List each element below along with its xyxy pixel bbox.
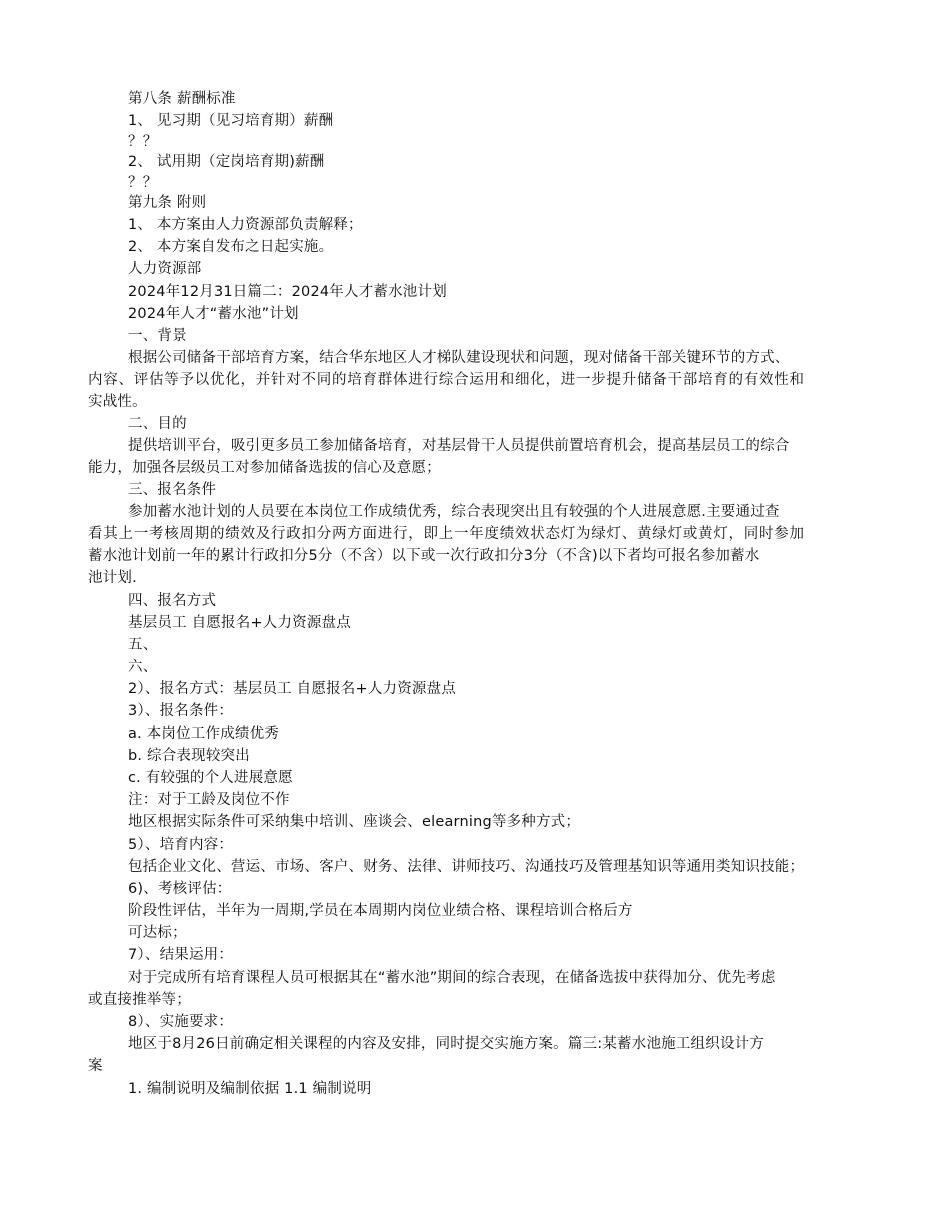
paragraph-line: 对于完成所有培育课程人员可根据其在“蓄水池”期间的综合表现，在储备选拔中获得加分、优先考虑: [128, 970, 776, 986]
section-conditions-heading: 三、报名条件: [128, 482, 217, 498]
appendix-item-1: 1、 本方案由人力资源部负责解释；: [128, 217, 363, 233]
list-item: c. 有较强的个人进展意愿: [128, 770, 293, 786]
plan-title: 2024年人才“蓄水池”计划: [128, 306, 299, 322]
article-8-heading: 第八条 薪酬标准: [128, 91, 236, 107]
list-item: 3）、报名条件：: [128, 703, 234, 719]
paragraph-line: 提供培训平台，吸引更多员工参加储备培育，对基层骨干人员提供前置培育机会，提高基层员工的综合: [128, 438, 790, 454]
paragraph-line: 或直接推举等；: [88, 992, 191, 1008]
probation-salary-item: 2、 试用期（定岗培育期)薪酬: [128, 154, 325, 170]
placeholder-marks: ？？: [128, 134, 158, 150]
list-item: 8）、实施要求：: [128, 1014, 234, 1030]
list-item: 2）、报名方式：基层员工 自愿报名+人力资源盘点: [128, 681, 457, 697]
list-item: a. 本岗位工作成绩优秀: [128, 726, 280, 742]
paragraph-line: 参加蓄水池计划的人员要在本岗位工作成绩优秀，综合表现突出且有较强的个人进展意愿.主要通过查: [128, 504, 780, 520]
section-six-heading: 六、: [128, 659, 158, 675]
paragraph-line: 地区根据实际条件可采纳集中培训、座谈会、elearning等多种方式；: [128, 814, 581, 830]
paragraph-line: 可达标；: [128, 925, 187, 941]
paragraph-line: 蓄水池计划前一年的累计行政扣分5分（不含）以下或一次行政扣分3分（不含)以下者均可报名参加蓄水: [88, 548, 760, 564]
list-item: 6)、考核评估：: [128, 881, 232, 897]
trainee-salary-item: 1、 见习期（见习培育期）薪酬: [128, 113, 334, 129]
paragraph-line: 阶段性评估，半年为一周期,学员在本周期内岗位业绩合格、课程培训合格后方: [128, 903, 633, 919]
paragraph-line: 看其上一考核周期的绩效及行政扣分两方面进行，即上一年度绩效状态灯为绿灯、黄绿灯或黄灯，同时参加: [88, 526, 805, 542]
date-and-part-two-title: 2024年12月31日篇二：2024年人才蓄水池计划: [128, 284, 447, 300]
note-line: 注：对于工龄及岗位不作: [128, 792, 290, 808]
list-item: b. 综合表现较突出: [128, 748, 250, 764]
article-9-heading: 第九条 附则: [128, 195, 207, 211]
placeholder-marks: ？？: [128, 175, 158, 191]
paragraph-line: 能力，加强各层级员工对参加储备选拔的信心及意愿；: [88, 460, 441, 476]
list-item: 5）、培育内容：: [128, 837, 234, 853]
paragraph-line: 实战性。: [88, 394, 147, 410]
paragraph-line: 案: [88, 1058, 103, 1074]
paragraph-line: 基层员工 自愿报名+人力资源盘点: [128, 615, 351, 631]
paragraph-line: 包括企业文化、营运、市场、客户、财务、法律、讲师技巧、沟通技巧及管理基知识等通用类知识技能；: [128, 859, 805, 875]
paragraph-line: 根据公司储备干部培育方案，结合华东地区人才梯队建设现状和问题，现对储备干部关键环节的方式、: [128, 350, 790, 366]
section-purpose-heading: 二、目的: [128, 416, 187, 432]
section-five-heading: 五、: [128, 637, 158, 653]
section-method-heading: 四、报名方式: [128, 593, 217, 609]
appendix-item-2: 2、 本方案自发布之日起实施。: [128, 239, 334, 255]
paragraph-line: 池计划.: [88, 570, 137, 586]
part-three-first-heading: 1. 编制说明及编制依据 1.1 编制说明: [128, 1081, 372, 1097]
paragraph-line: 内容、评估等予以优化，并针对不同的培育群体进行综合运用和细化，进一步提升储备干部培育的有效性和: [88, 372, 805, 388]
list-item: 7）、结果运用：: [128, 947, 234, 963]
section-background-heading: 一、背景: [128, 328, 187, 344]
paragraph-line: 地区于8月26日前确定相关课程的内容及安排，同时提交实施方案。篇三:某蓄水池施工组织设计方: [128, 1036, 765, 1052]
issuer-department: 人力资源部: [128, 261, 202, 277]
